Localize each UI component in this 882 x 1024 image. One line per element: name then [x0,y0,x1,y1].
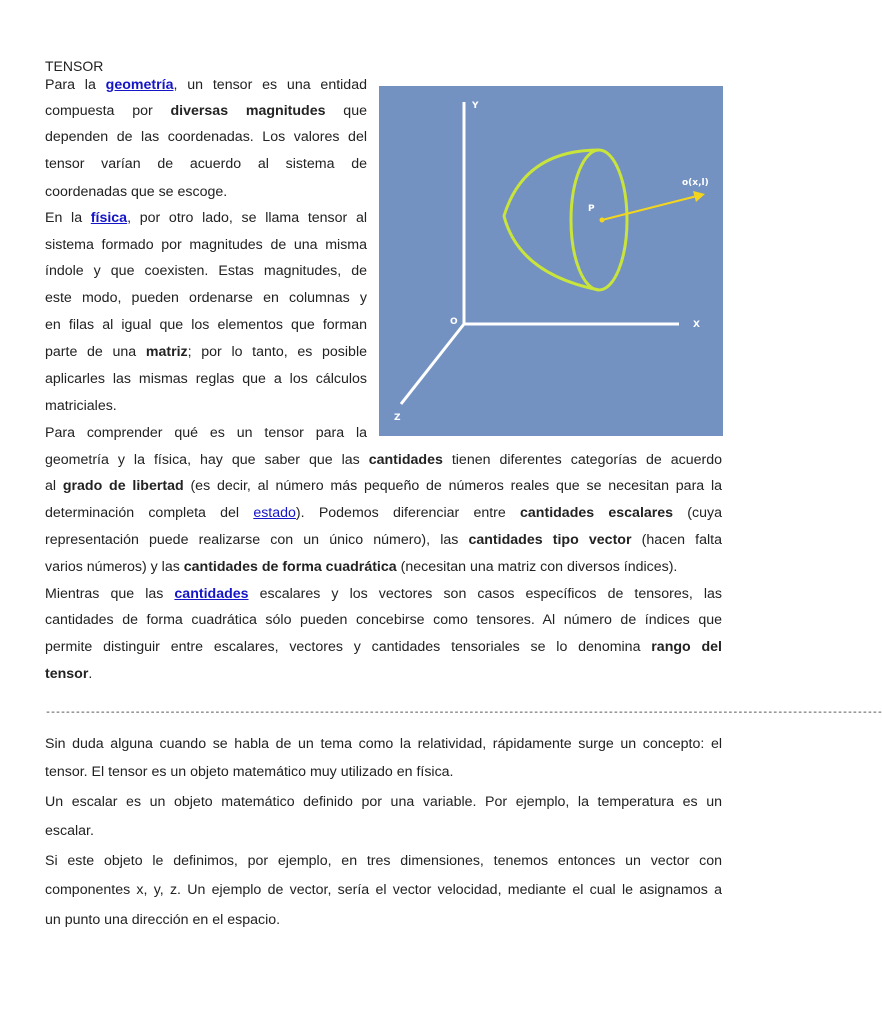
paragraph-line: en filas al igual que los elementos que forman [45,317,367,333]
bold-term: cantidades escalares [520,505,674,521]
paragraph-line: representación puede realizarse con un único número), las cantidades tipo vector (hacen falta [45,532,722,548]
surface-cross-section [571,150,627,290]
z-axis-label: Z [394,413,401,423]
paragraph-line: compuesta por diversas magnitudes que [45,103,367,119]
paragraph-line: Para la geometría, un tensor es una entidad [45,77,367,93]
paragraph-line: coordenadas que se escoge. [45,184,228,200]
paragraph-line: Si este objeto le definimos, por ejemplo, en tres dimensiones, tenemos entonces un vector con [45,853,722,869]
paragraph-line: Sin duda alguna cuando se habla de un tema como la relatividad, rápidamente surge un concepto: el [45,736,722,752]
origin-label: O [450,317,458,327]
paragraph-line: parte de una matriz; por lo tanto, es posible [45,344,367,360]
point-p-label: P [588,204,595,214]
paragraph-line: tensor. El tensor es un objeto matemático muy utilizado en física. [45,764,454,780]
bold-term: rango del [651,639,722,655]
bold-term: diversas magnitudes [170,103,326,119]
vector-line [602,196,697,220]
y-axis-label: Y [472,101,479,111]
paragraph-line: componentes x, y, z. Un ejemplo de vector, sería el vector velocidad, mediante el cual le asignamos a [45,882,722,898]
x-axis-label: X [693,320,700,330]
link-fisica[interactable]: física [90,210,128,226]
bold-term: cantidades de forma cuadrática [183,559,397,575]
bold-term: cantidades tipo vector [468,532,632,548]
paragraph-line: permite distinguir entre escalares, vectores y cantidades tensoriales se lo denomina rango del [45,639,722,655]
tensor-figure [379,86,723,436]
point-p-dot [600,218,605,223]
bold-term: grado de libertad [62,478,184,494]
paragraph-line: un punto una dirección en el espacio. [45,912,281,928]
link-geometria[interactable]: geometría [105,77,174,93]
paragraph-line: varios números) y las cantidades de forma cuadrática (necesitan una matriz con diversos índices). [45,559,678,575]
paragraph-line: matriciales. [45,398,117,414]
bold-term: tensor [45,666,89,682]
document-title: TENSOR [45,58,104,74]
bold-term: cantidades [368,452,443,468]
paragraph-line: cantidades de forma cuadrática sólo pueden concebirse como tensores. Al número de índices que [45,612,722,628]
paragraph-line: Un escalar es un objeto matemático definido por una variable. Por ejemplo, la temperatura es un [45,794,722,810]
paragraph-line: En la física, por otro lado, se llama tensor al [45,210,367,226]
link-estado[interactable]: estado [253,505,296,521]
paragraph-line: determinación completa del estado). Podemos diferenciar entre cantidades escalares (cuya [45,505,722,521]
vector-label: o(x,l) [682,178,709,188]
paragraph-line: este modo, pueden ordenarse en columnas y [45,290,367,306]
paragraph-line: geometría y la física, hay que saber que las cantidades tienen diferentes categorías de acuerdo [45,452,723,468]
z-axis [401,324,464,404]
paragraph-line: aplicarles las mismas reglas que a los cálculos [45,371,367,387]
paragraph-line: Para comprender qué es un tensor para la [45,425,367,441]
paragraph-line: escalar. [45,823,94,839]
dashed-separator: ------------------------------------------------------------------------------------------------------------------------------------------------------------------------ [45,708,882,719]
coordinate-diagram [379,86,723,436]
link-cantidades[interactable]: cantidades [174,586,249,602]
paragraph-line: al grado de libertad (es decir, al número más pequeño de números reales que se necesitan para la [45,478,723,494]
paragraph-line: tensor varían de acuerdo al sistema de [45,156,367,172]
paragraph-line: índole y que coexisten. Estas magnitudes, de [45,263,367,279]
paragraph-line: dependen de las coordenadas. Los valores del [45,129,367,145]
paragraph-line: Mientras que las cantidades escalares y los vectores son casos específicos de tensores, las [45,586,722,602]
vector-arrowhead [693,191,705,202]
surface-outline [504,150,599,290]
bold-term: matriz [145,344,188,360]
paragraph-line: tensor. [45,666,93,682]
paragraph-line: sistema formado por magnitudes de una misma [45,237,367,253]
